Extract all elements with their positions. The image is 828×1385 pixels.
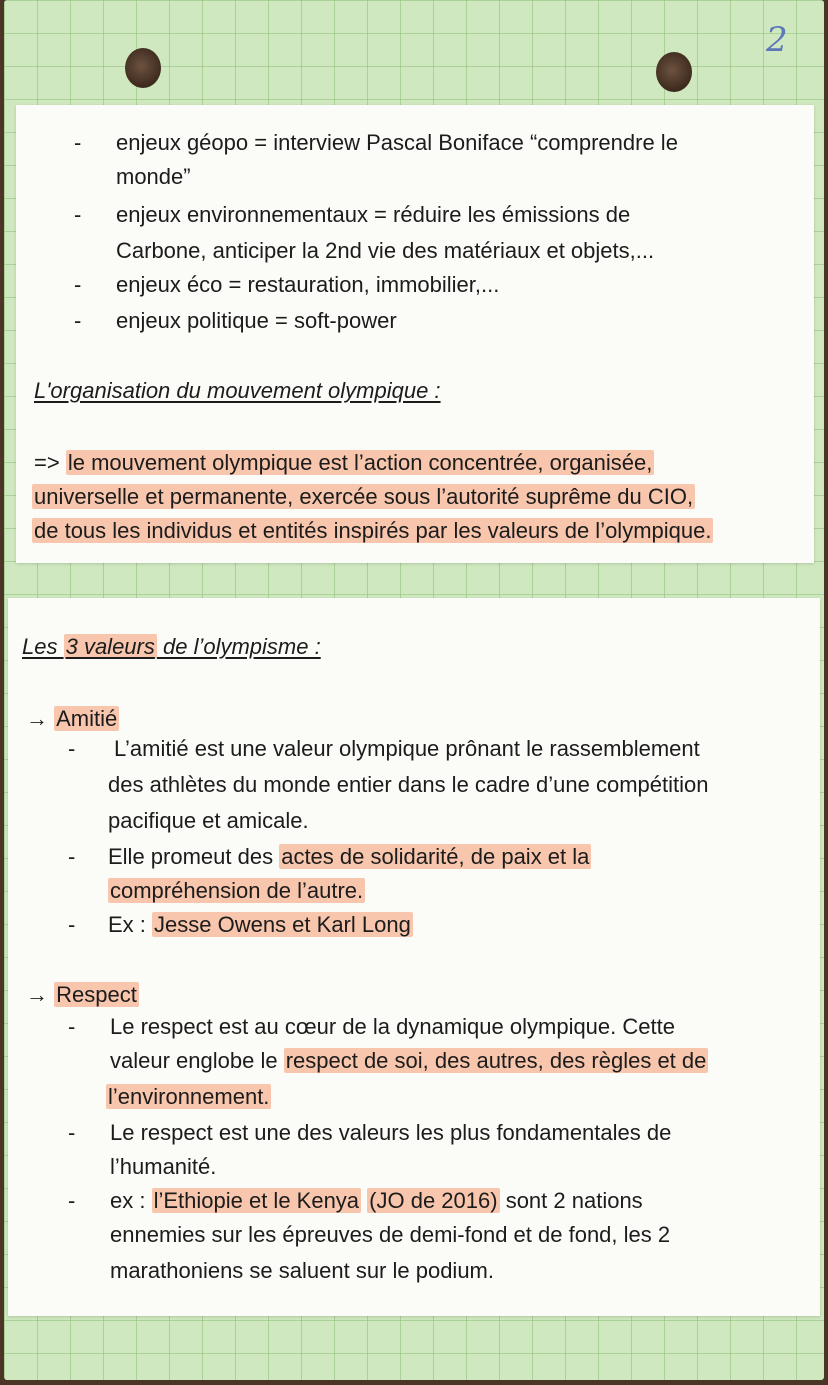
heading-valeurs: Les 3 valeurs de l’olympisme :	[22, 634, 321, 659]
highlight-solidarite: actes de solidarité, de paix et la	[281, 844, 590, 869]
highlight-definition-3: de tous les individus et entités inspirés par les valeurs de l’olympique.	[34, 518, 712, 543]
highlight-respect-soi: respect de soi, des autres, des règles et de	[285, 1048, 707, 1073]
arrow-icon: →	[26, 706, 48, 731]
bullet-dash: -	[68, 844, 76, 869]
definition-arrow: =>	[34, 450, 60, 475]
bullet-geopo-line1: enjeux géopo = interview Pascal Boniface “comprendre le	[116, 130, 678, 155]
respect-b2-line2: l’humanité.	[110, 1154, 217, 1179]
bullet-dash: -	[74, 130, 82, 155]
highlight-jo-2016: (JO de 2016)	[369, 1188, 498, 1213]
definition-line3	[32, 514, 713, 548]
amitie-b1-line2: des athlètes du monde entier dans le cadre d’une compétition	[108, 772, 709, 797]
bullet-dash: -	[74, 202, 82, 227]
bullet-dash: -	[68, 736, 76, 761]
amitie-b1-line3: pacifique et amicale.	[108, 808, 309, 833]
page-number: 2	[766, 20, 788, 60]
highlight-3-valeurs: 3 valeurs	[65, 634, 155, 659]
respect-b2-line1: Le respect est une des valeurs les plus fondamentales de	[110, 1120, 672, 1145]
amitie-b2-line1: Elle promeut des actes de solidarité, de paix et la	[108, 844, 590, 869]
bullet-dash: -	[68, 1120, 76, 1145]
highlight-amitie: Amitié	[56, 706, 118, 731]
punch-hole-left	[125, 48, 161, 88]
bullet-dash: -	[68, 912, 76, 937]
highlight-definition-1: le mouvement olympique est l’action concentrée, organisée,	[67, 450, 653, 475]
amitie-b3: Ex : Jesse Owens et Karl Long	[108, 912, 411, 937]
bullet-environnement-line2: Carbone, anticiper la 2nd vie des matériaux et objets,...	[116, 238, 655, 263]
amitie-b1-line1: L’amitié est une valeur olympique prônant le rassemblement	[114, 736, 700, 761]
bullet-eco: enjeux éco = restauration, immobilier,...	[116, 272, 500, 297]
bullet-dash: -	[68, 1188, 76, 1213]
highlight-definition-2: universelle et permanente, exercée sous l’autorité suprême du CIO,	[34, 484, 694, 509]
respect-b1-line1: Le respect est au cœur de la dynamique olympique. Cette	[110, 1014, 675, 1039]
highlight-environnement: l’environnement.	[108, 1084, 270, 1109]
respect-b3-line1: ex : l’Ethiopie et le Kenya (JO de 2016) sont 2 nations	[110, 1188, 643, 1213]
highlight-respect: Respect	[56, 982, 137, 1007]
bullet-politique: enjeux politique = soft-power	[116, 308, 397, 333]
bullet-geopo-line2: monde”	[116, 164, 191, 189]
amitie-b2-line2	[108, 874, 365, 908]
respect-b1-line2: valeur englobe le respect de soi, des autres, des règles et de	[110, 1048, 707, 1073]
respect-b3-line3: marathoniens se saluent sur le podium.	[110, 1258, 494, 1283]
definition-line2	[32, 480, 695, 514]
heading-organisation: L'organisation du mouvement olympique :	[34, 378, 441, 403]
bullet-dash: -	[74, 272, 82, 297]
definition-line1	[34, 446, 654, 480]
value-title-respect	[26, 978, 139, 1012]
highlight-comprehension: compréhension de l’autre.	[110, 878, 364, 903]
bullet-dash: -	[68, 1014, 76, 1039]
punch-hole-right	[656, 52, 692, 92]
bullet-dash: -	[74, 308, 82, 333]
highlight-jesse-owens: Jesse Owens et Karl Long	[154, 912, 411, 937]
highlight-ethiopie-kenya: l’Ethiopie et le Kenya	[153, 1188, 360, 1213]
respect-b3-line2: ennemies sur les épreuves de demi-fond et de fond, les 2	[110, 1222, 671, 1247]
respect-b1-line3	[106, 1080, 271, 1114]
bullet-environnement-line1: enjeux environnementaux = réduire les émissions de	[116, 202, 631, 227]
arrow-icon: →	[26, 982, 48, 1007]
value-title-amitie	[26, 702, 119, 736]
